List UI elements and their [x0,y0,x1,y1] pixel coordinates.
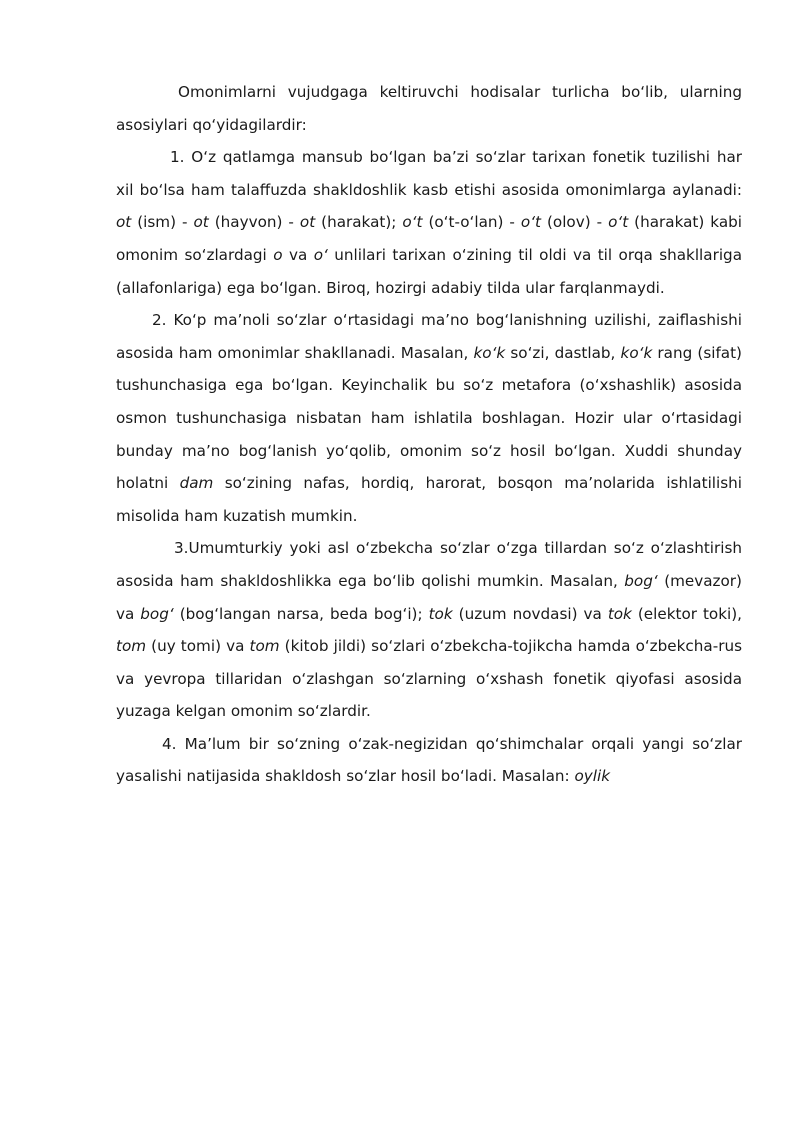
document-page [116,76,742,793]
italic-term: o‘ [313,245,328,264]
text-run: (harakat) kabi omonim so‘zlardagi [116,213,742,264]
paragraph-1-phonetic-convergence [116,141,742,304]
text-run: 4. Ma’lum bir so‘zning o‘zak-negizidan qo‘shimchalar orqali yangi so‘zlar yasalishi natijasida shakldosh so‘zlar hosil bo‘ladi. Masalan: [116,734,742,786]
italic-term: o‘t [608,213,629,232]
text-run: rang (sifat) tushunchasiga ega bo‘lgan. Keyinchalik bu so‘z metafora (o‘xshashlik) asosida osmon tushunchasiga nisbatan ham ishlatila boshlagan. Hozir ular o‘rtasidagi bunday ma’no bog‘lanish yo‘qolib, omonim so‘z hosil bo‘lgan. Xuddi shunday holatni [116,343,742,493]
text-run: 1. O‘z qatlamga mansub bo‘lgan ba’zi so‘zlar tarixan fonetik tuzilishi har xil bo‘lsa ham talaffuzda shakldoshlik kasb etishi asosida omonimlarga aylanadi: [116,148,742,199]
text-run: (mevazor) va [116,571,742,623]
italic-term: oylik [574,767,610,786]
text-run: (uy tomi) va [146,637,250,656]
text-run: (hayvon) - [208,213,300,232]
text-run: (ism) - [131,213,194,232]
text-run: (o‘t-o‘lan) - [422,213,521,232]
text-run: 2. Ko‘p ma’noli so‘zlar o‘rtasidagi ma’no bog‘lanishning uzilishi, zaiflashishi asosida ham omonimlar shakllanadi. Masalan, [116,311,742,362]
italic-term: tok [607,604,632,623]
text-run: (olov) - [540,213,609,232]
italic-term: tom [249,637,280,656]
paragraph-2-semantic-split [116,304,742,532]
paragraph-3-borrowing [116,532,742,728]
text-run: (kitob jildi) so‘zlari o‘zbekcha-tojikcha hamda o‘zbekcha-rus va yevropa tillaridan o‘zlashgan so‘zlarning o‘xshash fonetik qiyofasi asosida yuzaga kelgan omonim so‘zlardir. [116,637,742,721]
text-run: so‘zining nafas, hordiq, harorat, bosqon ma’nolarida ishlatilishi misolida ham kuzatish mumkin. [116,474,742,525]
italic-term: tok [428,604,453,623]
paragraph-4-derivation [116,728,742,793]
italic-term: dam [179,474,214,493]
italic-term: o [273,245,283,264]
italic-term: o‘t [402,213,423,232]
intro-paragraph [116,76,742,141]
italic-term: ot [299,213,316,232]
text-run: Omonimlarni vujudgaga keltiruvchi hodisalar turlicha bo‘lib, ularning asosiylari qo‘yidagilardir: [116,83,742,134]
italic-term: o‘t [520,213,541,232]
text-run: va [282,245,314,264]
text-run: unlilari tarixan o‘zining til oldi va til orqa shakllariga (allafonlariga) ega bo‘lgan. Biroq, hozirgi adabiy tilda ular farqlanmaydi. [116,245,742,297]
italic-term: bog‘ [140,604,174,623]
text-run: so‘zi, dastlab, [505,343,621,362]
text-run: (harakat); [315,213,403,232]
text-run: (bog‘langan narsa, beda bog‘i); [173,604,429,623]
italic-term: ko‘k [473,343,506,362]
italic-term: ot [116,213,132,232]
italic-term: bog‘ [624,571,658,590]
italic-term: ot [193,213,209,232]
italic-term: tom [116,637,147,656]
text-run: (uzum novdasi) va [452,604,608,623]
text-run: (elektor toki), [631,604,742,623]
italic-term: ko‘k [620,343,653,362]
text-run: 3.Umumturkiy yoki asl o‘zbekcha so‘zlar o‘zga tillardan so‘z o‘zlashtirish asosida ham shakldoshlikka ega bo‘lib qolishi mumkin. Masalan, [116,539,742,590]
